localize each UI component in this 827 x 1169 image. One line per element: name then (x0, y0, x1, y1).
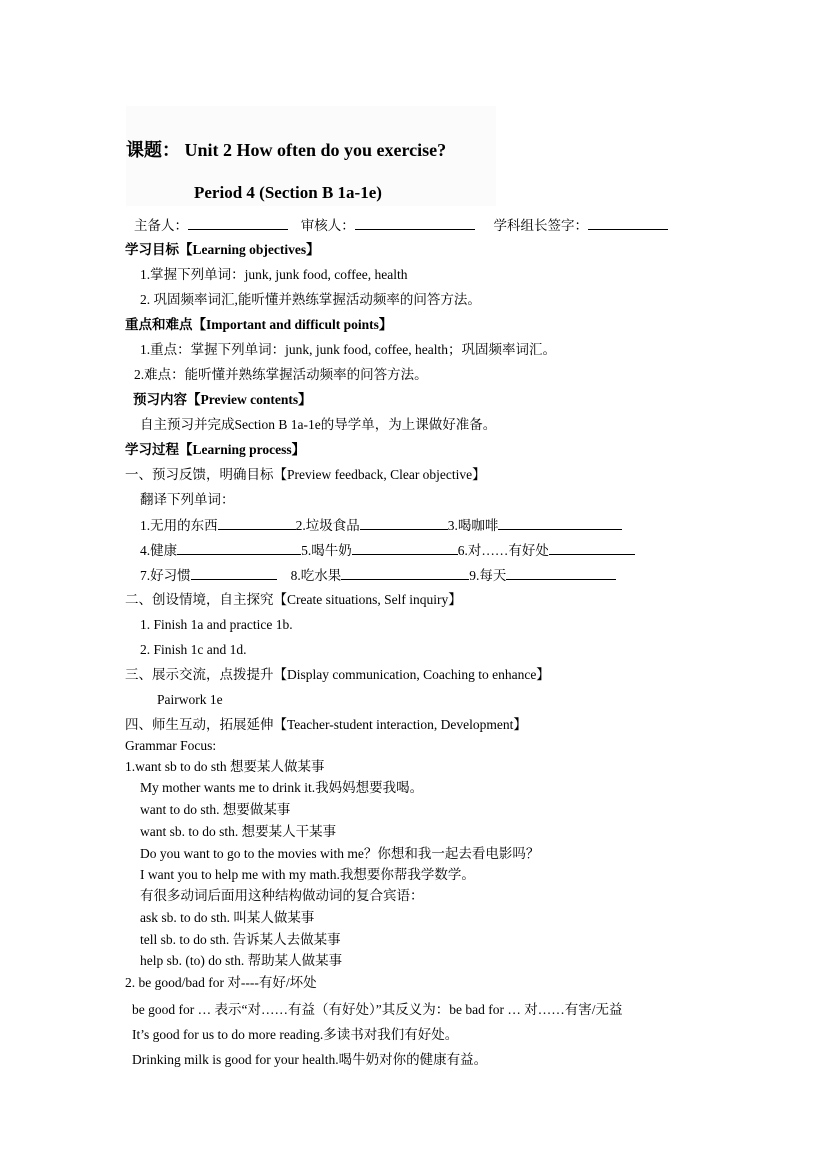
word-1: 1.无用的东西 (140, 518, 218, 533)
word-3: 3.喝咖啡 (447, 518, 499, 533)
word-5: 5.喝牛奶 (301, 543, 352, 558)
step-3-item: Pairwork 1e (157, 692, 223, 707)
word-5-blank[interactable] (352, 541, 458, 555)
grammar-2-example-3: Drinking milk is good for your health.喝牛奶对你的健康有益。 (132, 1052, 488, 1067)
objective-item-2: 2. 巩固频率词汇,能听懂并熟练掌握活动频率的问答方法。 (140, 292, 481, 307)
word-9: 9.每天 (469, 568, 507, 583)
word-3-blank[interactable] (498, 516, 622, 530)
word-row-3 (140, 566, 616, 585)
word-4-blank[interactable] (177, 541, 301, 555)
grammar-2-title: 2. be good/bad for 对----有好/坏处 (125, 975, 317, 990)
leader-label: 学科组长签字： (493, 218, 588, 233)
word-9-blank[interactable] (506, 566, 616, 580)
grammar-1-example-9: help sb. (to) do sth. 帮助某人做某事 (140, 953, 343, 968)
word-7-blank[interactable] (191, 566, 277, 580)
preparer-blank[interactable] (188, 216, 288, 230)
points-item-2: 2.难点：能听懂并熟练掌握活动频率的问答方法。 (134, 367, 428, 382)
grammar-1-example-6: 有很多动词后面用这种结构做动词的复合宾语： (140, 888, 424, 903)
preview-heading: 预习内容【Preview contents】 (133, 392, 312, 407)
process-step-4: 四、师生互动，拓展延伸【Teacher-student interaction, Development】 (125, 717, 527, 732)
word-4: 4.健康 (140, 543, 178, 558)
grammar-1-example-2: want to do sth. 想要做某事 (140, 802, 291, 817)
grammar-1-example-4: Do you want to go to the movies with me？你想和我一起去看电影吗？ (140, 846, 540, 861)
reviewer-label: 审核人： (300, 218, 355, 233)
word-7: 7.好习惯 (140, 568, 191, 583)
grammar-heading: Grammar Focus: (125, 738, 217, 753)
step-2-item-1: 1. Finish 1a and practice 1b. (140, 617, 293, 632)
word-row-1 (140, 516, 622, 535)
word-8: 8.吃水果 (290, 568, 342, 583)
grammar-1-example-7: ask sb. to do sth. 叫某人做某事 (140, 910, 315, 925)
page-subtitle: Period 4 (Section B 1a-1e) (194, 183, 382, 202)
word-1-blank[interactable] (218, 516, 296, 530)
translate-instruction: 翻译下列单词： (140, 492, 235, 507)
grammar-2-example-1: be good for … 表示“对……有益（有好处）”其反义为：be bad for … 对……有害/无益 (132, 1002, 623, 1017)
step-2-item-2: 2. Finish 1c and 1d. (140, 642, 247, 657)
process-step-1: 一、预习反馈，明确目标【Preview feedback, Clear objective】 (125, 467, 486, 482)
page-title: 课题： Unit 2 How often do you exercise? (126, 140, 447, 160)
objective-item-1: 1.掌握下列单词：junk, junk food, coffee, health (140, 267, 408, 282)
leader-blank[interactable] (588, 216, 668, 230)
staff-line (134, 216, 668, 235)
grammar-1-example-1: My mother wants me to drink it.我妈妈想要我喝。 (140, 780, 424, 795)
word-6-blank[interactable] (549, 541, 635, 555)
process-step-3: 三、展示交流，点拨提升【Display communication, Coaching to enhance】 (125, 667, 550, 682)
preview-text: 自主预习并完成Section B 1a-1e的导学单，为上课做好准备。 (140, 417, 497, 432)
word-2-blank[interactable] (360, 516, 448, 530)
word-6: 6.对……有好处 (457, 543, 549, 558)
preparer-label: 主备人： (134, 218, 188, 233)
objectives-heading: 学习目标【Learning objectives】 (125, 242, 320, 257)
grammar-1-title: 1.want sb to do sth 想要某人做某事 (125, 759, 325, 774)
grammar-1-example-3: want sb. to do sth. 想要某人干某事 (140, 824, 337, 839)
word-2: 2.垃圾食品 (295, 518, 360, 533)
process-heading: 学习过程【Learning process】 (125, 442, 306, 457)
grammar-1-example-8: tell sb. to do sth. 告诉某人去做某事 (140, 932, 341, 947)
process-step-2: 二、创设情境，自主探究【Create situations, Self inquiry】 (125, 592, 462, 607)
points-heading: 重点和难点【Important and difficult points】 (125, 317, 393, 332)
reviewer-blank[interactable] (355, 216, 475, 230)
word-8-blank[interactable] (341, 566, 469, 580)
grammar-2-example-2: It’s good for us to do more reading.多读书对我们有好处。 (132, 1027, 459, 1042)
grammar-1-example-5: I want you to help me with my math.我想要你帮我学数学。 (140, 867, 475, 882)
word-row-2 (140, 541, 635, 560)
points-item-1: 1.重点：掌握下列单词：junk, junk food, coffee, health；巩固频率词汇。 (140, 342, 556, 357)
